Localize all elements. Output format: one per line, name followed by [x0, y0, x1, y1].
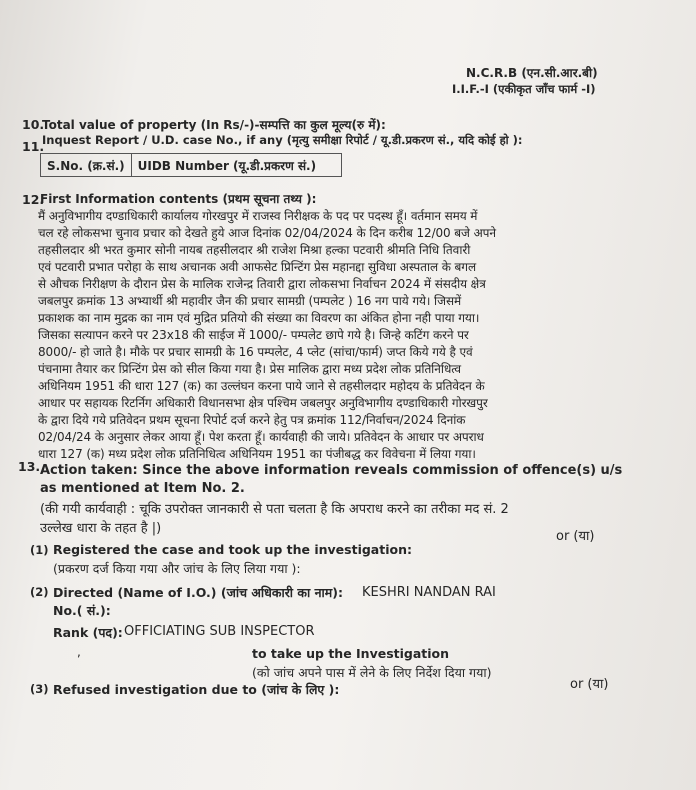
sub-2-number: (2) [30, 585, 49, 599]
fir-line: के द्वारा दिये गये प्रतिवेदन प्रथम सूचना रिपोर्ट दर्ज करने हेतु पत्र क्रमांक 112/निर्वाचन/2024 दिनांक [38, 413, 466, 427]
or-text-2: or (या) [570, 677, 609, 692]
take-up-investigation-hindi: (को जांच अपने पास में लेने के लिए निर्देश दिया गया) [252, 665, 492, 680]
fir-line: जबलपुर क्रमांक 13 अभ्यार्थी श्री महावीर जैन की प्रचार सामग्री (पम्पलेट ) 16 नग पाये गये। जिसमें [38, 294, 462, 308]
item-12-number: 12. [22, 192, 45, 207]
fir-line: जिसका सत्यापन करने पर 23x18 की साईज में 1000/- पम्पलेट छापे गये है। जिन्हे कटिंग करने पर [38, 328, 469, 342]
fir-line: एवं पटवारी प्रभात परोहा के साथ अचानक अवी आफसेट प्रिन्टिंग प्रेस महानद्दा सुविधा अस्पताल के बगल [38, 260, 476, 274]
fir-line: धारा 127 (क) मध्य प्रदेश लोक प्रतिनिधित्व अधिनियम 1951 का पंजीबद्ध कर विवेचना में लिया गया। [38, 447, 476, 461]
fir-line: तहसीलदार श्री भरत कुमार सोनी नायब तहसीलदार श्री राजेश मिश्रा हल्का पटवारी श्रीमति निधि तिवारी [38, 243, 471, 257]
item-10-number: 10. [22, 117, 45, 132]
item-12-label: First Information contents (प्रथम सूचना तथ्य ): [40, 192, 317, 206]
item-10-label: Total value of property (In Rs/-)-सम्पत्ति का कुल मूल्य(रु में): [42, 118, 386, 132]
fir-line: से औचक निरीक्षण के दौरान प्रेस के मालिक राजेन्द्र तिवारी द्वारा लोकसभा निर्वाचन 2024 में संसदीय क्षेत्र [38, 277, 486, 291]
or-text: or (या) [556, 529, 595, 544]
action-taken-label: Action taken: Since the above information reveals commission of offence(s) u/s [40, 463, 623, 478]
io-name-value: KESHRI NANDAN RAI [362, 585, 496, 600]
item-11-number: 11. [22, 139, 45, 154]
sno-header: S.No. (क्र.सं.) [47, 159, 125, 173]
sub-3-number: (3) [30, 682, 49, 696]
rank-value: OFFICIATING SUB INSPECTOR [124, 624, 315, 639]
io-number-label: No.( सं.): [53, 603, 111, 618]
fir-line: पंचनामा तैयार कर प्रिन्टिंग प्रेस को सील किया गया है। प्रेस मालिक द्वारा मध्य प्रदेश लोक प्रतिनिधित्व [38, 362, 461, 376]
uidb-header: UIDB Number (यू.डी.प्रकरण सं.) [131, 154, 322, 176]
stray-mark: , [77, 645, 81, 659]
iif-header: I.I.F.-I (एकीकृत जाँच फार्म -I) [452, 82, 596, 96]
registered-case-hindi: (प्रकरण दर्ज किया गया और जांच के लिए लिया गया ): [53, 561, 301, 576]
refused-investigation-label: Refused investigation due to (जांच के लिए ): [53, 682, 340, 697]
ncrb-header: N.C.R.B (एन.सी.आर.बी) [466, 66, 598, 80]
directed-io-label: Directed (Name of I.O.) (जांच अधिकारी का नाम): [53, 585, 343, 600]
take-up-investigation: to take up the Investigation [252, 646, 450, 661]
rank-label: Rank (पद): [53, 625, 123, 640]
item-11-label: Inquest Report / U.D. case No., if any (मृत्यु समीक्षा रिपोर्ट / यू.डी.प्रकरण सं., यदि कोई हो ): [42, 133, 523, 147]
action-taken-hindi: (की गयी कार्यवाही : चूकि उपरोक्त जानकारी से पता चलता है कि अपराध करने का तरीका मद सं. 2 [40, 502, 509, 517]
action-taken-hindi-2: उल्लेख धारा के तहत है |) [40, 521, 162, 536]
item-13-number: 13. [18, 459, 41, 474]
registered-case-label: Registered the case and took up the investigation: [53, 542, 412, 557]
fir-line: प्रकाशक का नाम मुद्रक का नाम एवं मुद्रित प्रतियो की संख्या का विवरण का अंकित होना नही पाया गया। [38, 311, 480, 325]
fir-line: अधिनियम 1951 की धारा 127 (क) का उल्लंघन करना पाये जाने से तहसीलदार महोदय के प्रतिवेदन के [38, 379, 485, 393]
fir-line: मैं अनुविभागीय दण्डाधिकारी कार्यालय गोरखपुर में राजस्व निरीक्षक के पद पर पदस्थ हूँ। वर्तमान समय में [38, 209, 478, 223]
fir-line: 02/04/24 के अनुसार लेकर आया हूँ। पेश करता हूँ। कार्यवाही की जाये। प्रतिवेदन के आधार पर अपराध [38, 430, 484, 444]
fir-line: 8000/- हो जाते है। मौके पर प्रचार सामग्री के 16 पम्पलेट, 4 प्लेट (सांचा/फार्म) जप्त किये गये है एवं [38, 345, 473, 359]
sub-1-number: (1) [30, 543, 49, 557]
action-taken-label-2: as mentioned at Item No. 2. [40, 481, 245, 496]
fir-line: चल रहे लोकसभा चुनाव प्रचार को देखते हुये आज दिनांक 02/04/2024 के दिन करीब 12/00 बजे अपने [38, 226, 496, 240]
fir-line: आधार पर सहायक रिटर्निग अधिकारी विधानसभा क्षेत्र पश्चिम जबलपुर अनुविभागीय दण्डाधिकारी गोरखपुर [38, 396, 488, 410]
inquest-table [40, 153, 342, 177]
